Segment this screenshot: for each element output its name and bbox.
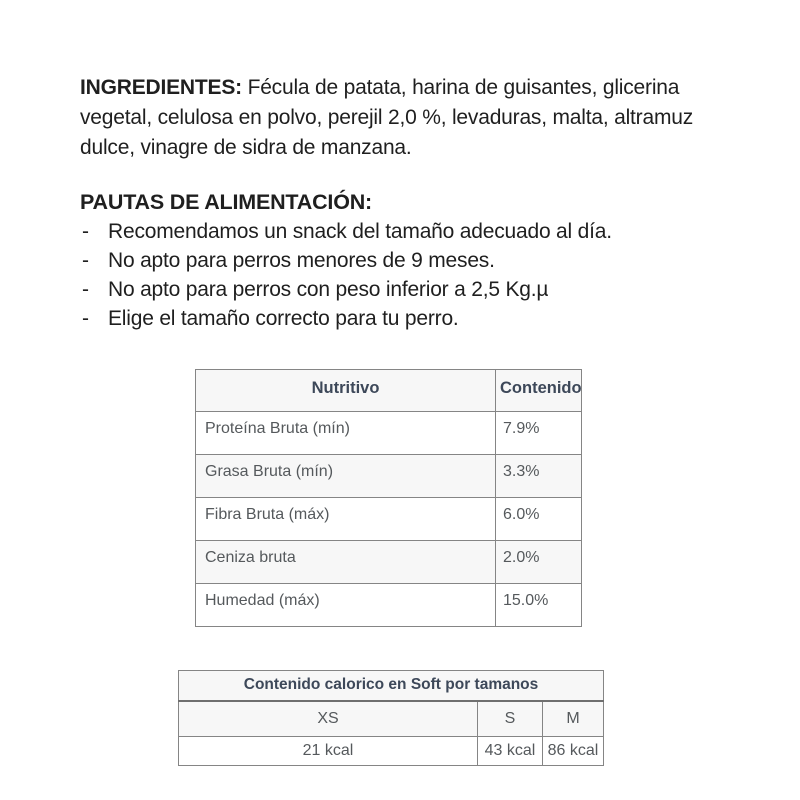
- dash-bullet: -: [82, 307, 89, 330]
- nutrition-header-row: [196, 370, 582, 412]
- nutrient-value: 7.9%: [496, 412, 582, 455]
- feeding-guidelines-list: [80, 217, 740, 333]
- ingredients-text-line-3: dulce, vinagre de sidra de manzana.: [80, 136, 412, 159]
- calories-sizes-row: [179, 701, 604, 737]
- size-label-xs: XS: [179, 701, 478, 737]
- nutrition-header-contenido: Contenido: [496, 370, 582, 412]
- nutrient-name: Ceniza bruta: [196, 541, 496, 584]
- kcal-value-xs: 21 kcal: [179, 737, 478, 766]
- table-row: [196, 541, 582, 584]
- list-item: [80, 275, 740, 304]
- kcal-value-m: 86 kcal: [543, 737, 604, 766]
- calories-table: [178, 670, 604, 766]
- nutrition-table: [195, 369, 582, 627]
- list-item: [80, 217, 740, 246]
- list-item-text: Recomendamos un snack del tamaño adecuado al día.: [108, 220, 612, 243]
- list-item-text: No apto para perros menores de 9 meses.: [108, 249, 495, 272]
- nutrient-name: Fibra Bruta (máx): [196, 498, 496, 541]
- nutrient-value: 3.3%: [496, 455, 582, 498]
- ingredients-label: INGREDIENTES:: [80, 76, 242, 99]
- nutrition-header-nutritivo: Nutritivo: [196, 370, 496, 412]
- table-row: [196, 498, 582, 541]
- feeding-guidelines-heading: PAUTAS DE ALIMENTACIÓN:: [80, 190, 373, 214]
- list-item: [80, 246, 740, 275]
- list-item-text: No apto para perros con peso inferior a 2,5 Kg.µ: [108, 278, 549, 301]
- dash-bullet: -: [82, 278, 89, 301]
- table-row: [196, 455, 582, 498]
- nutrient-value: 6.0%: [496, 498, 582, 541]
- list-item-text: Elige el tamaño correcto para tu perro.: [108, 307, 459, 330]
- table-row: [196, 412, 582, 455]
- dash-bullet: -: [82, 249, 89, 272]
- dash-bullet: -: [82, 220, 89, 243]
- size-label-s: S: [478, 701, 543, 737]
- ingredients-text-line-2: vegetal, celulosa en polvo, perejil 2,0 %, levaduras, malta, altramuz: [80, 106, 694, 129]
- nutrient-value: 15.0%: [496, 584, 582, 627]
- nutrient-name: Grasa Bruta (mín): [196, 455, 496, 498]
- nutrient-name: Humedad (máx): [196, 584, 496, 627]
- calories-values-row: [179, 737, 604, 766]
- nutrient-name: Proteína Bruta (mín): [196, 412, 496, 455]
- nutrient-value: 2.0%: [496, 541, 582, 584]
- kcal-value-s: 43 kcal: [478, 737, 543, 766]
- table-row: [196, 584, 582, 627]
- calories-table-title: Contenido calorico en Soft por tamanos: [179, 671, 604, 701]
- size-label-m: M: [543, 701, 604, 737]
- ingredients-paragraph: [80, 73, 740, 163]
- ingredients-text-line-1: Fécula de patata, harina de guisantes, glicerina: [247, 76, 680, 99]
- calories-title-row: [179, 671, 604, 701]
- list-item: [80, 304, 740, 333]
